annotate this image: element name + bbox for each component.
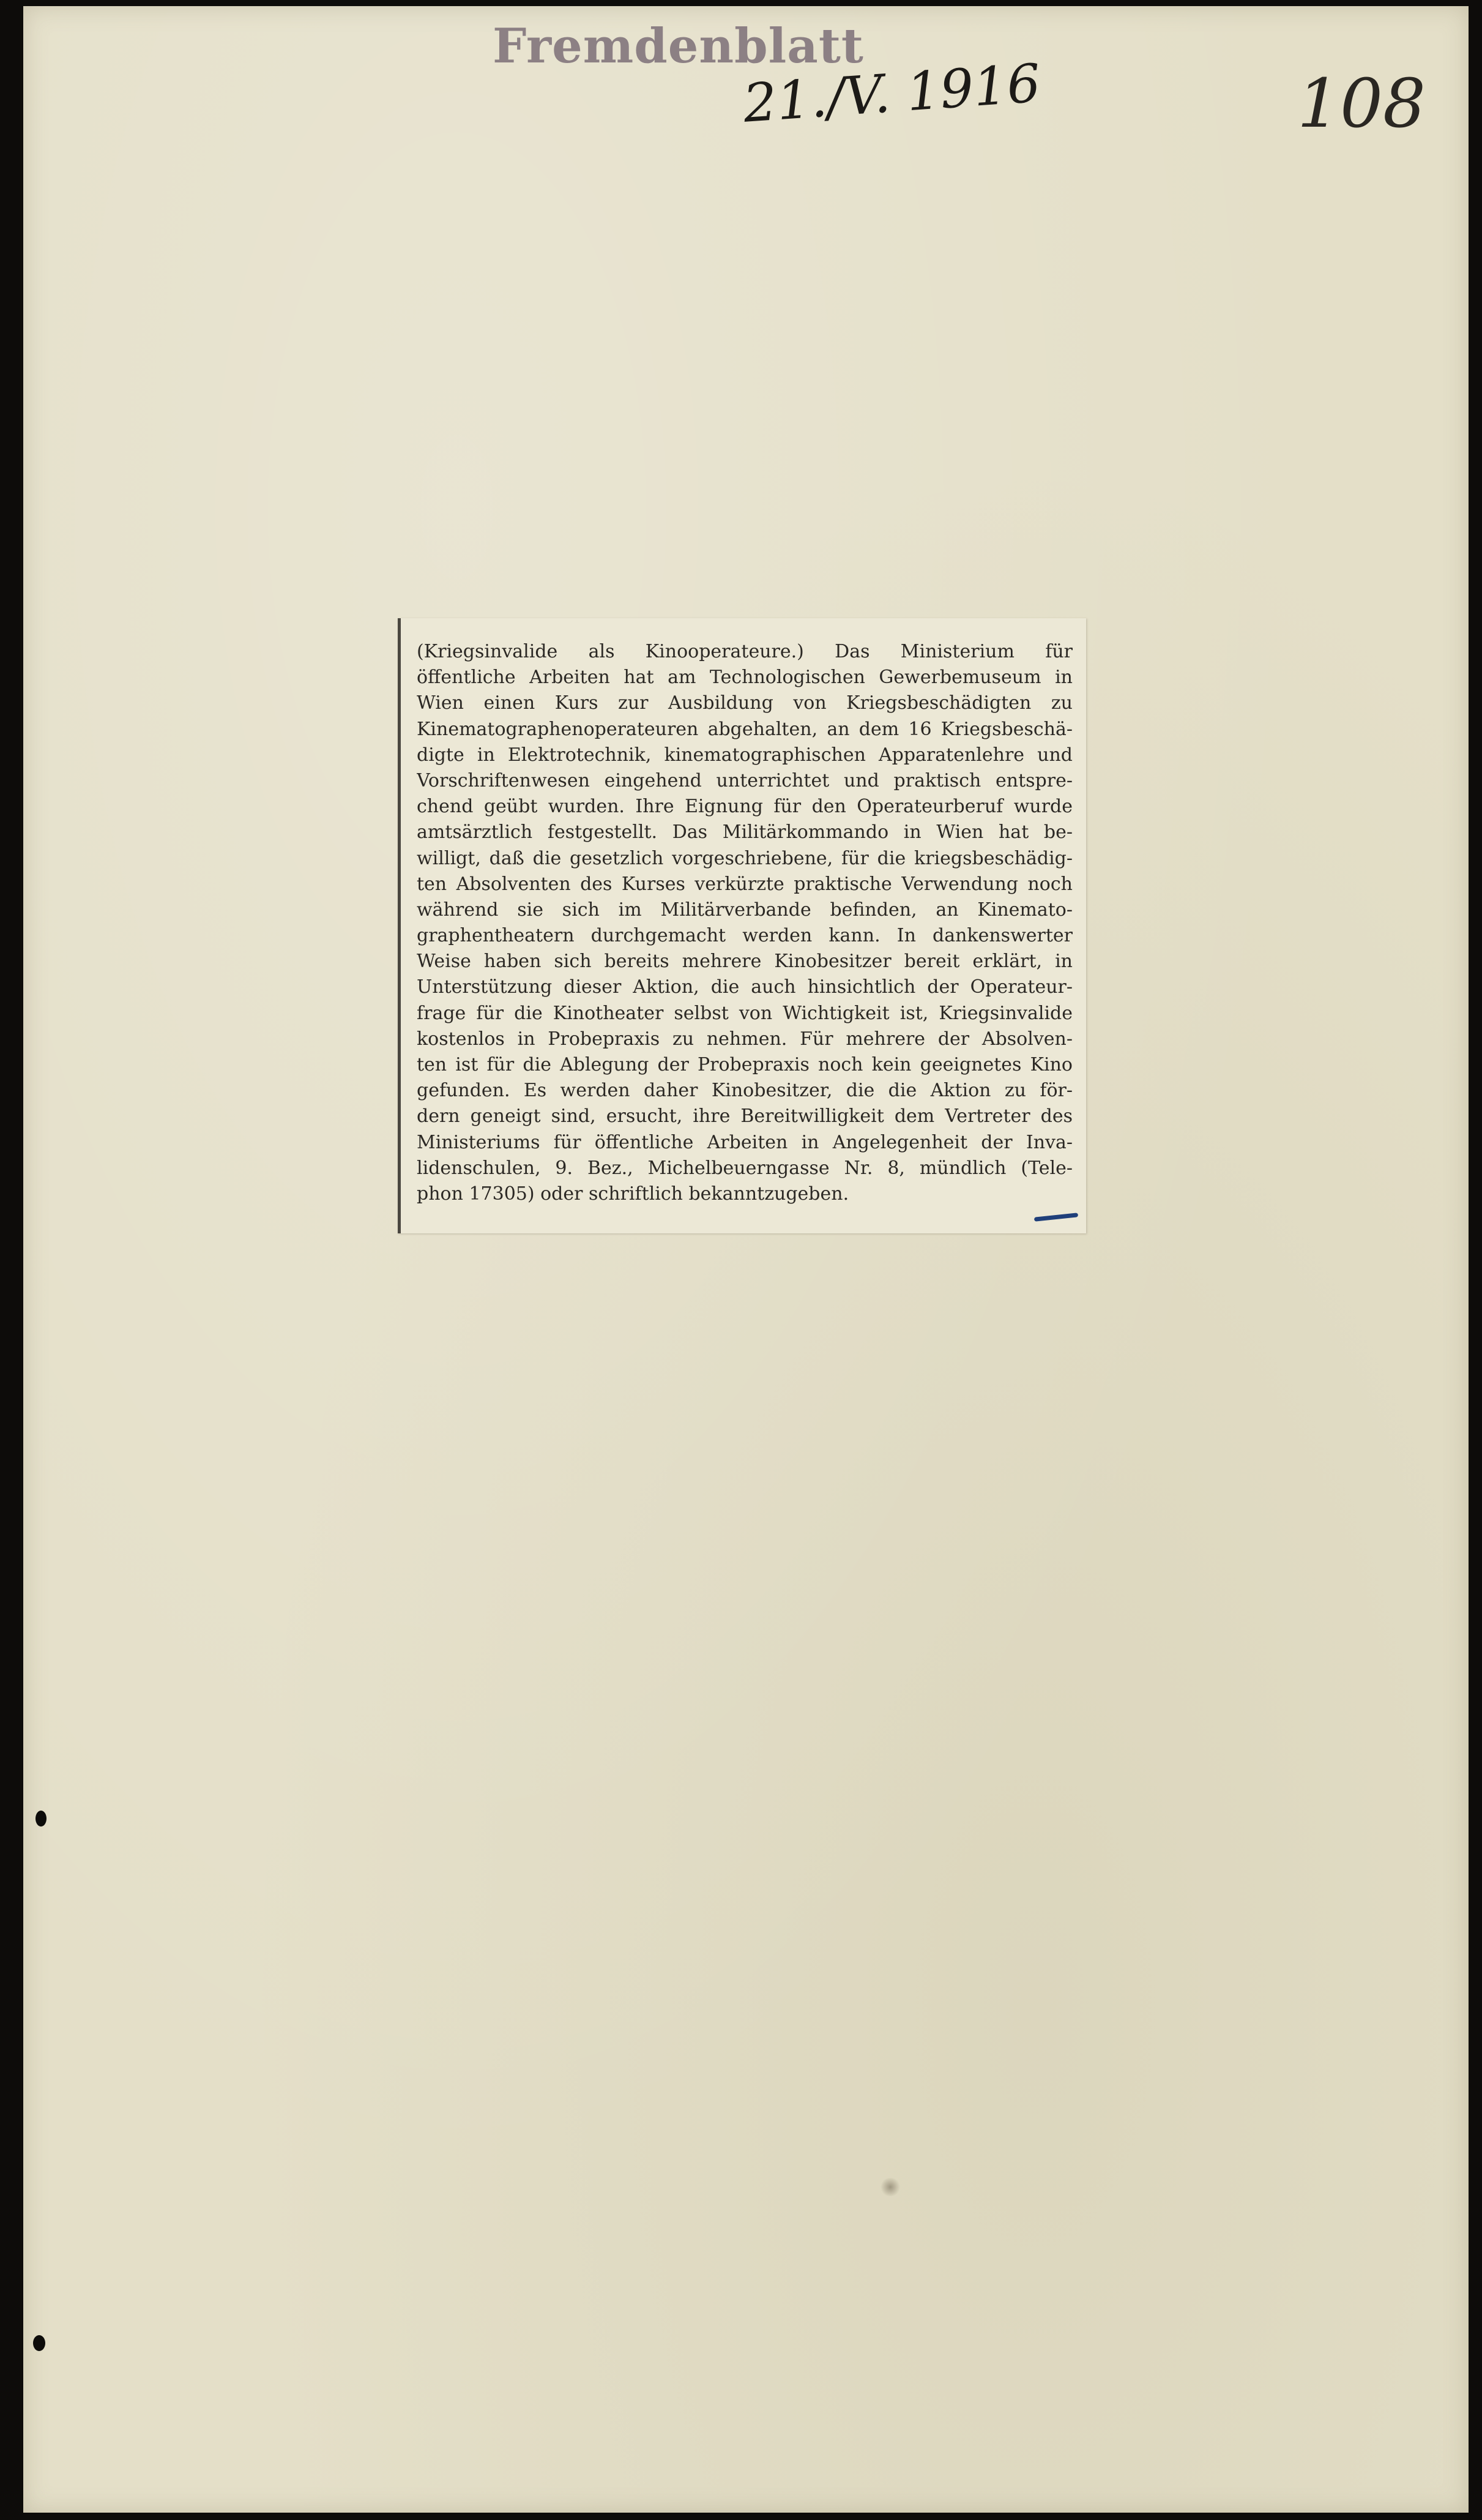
clipping-line: ten Absolventen des Kurses verkürzte praktische Verwendung noch [417,873,1073,895]
clipping-line: willigt, daß die gesetzlich vorgeschriebene, für die kriegsbeschädig- [417,847,1073,869]
clipping-line: dern geneigt sind, ersucht, ihre Bereitwilligkeit dem Vertreter des [417,1105,1073,1127]
clipping-line: amtsärztlich festgestellt. Das Militärkommando in Wien hat be- [417,821,1073,843]
clipping-line: Vorschriftenwesen eingehend unterrichtet und praktisch entspre- [417,769,1073,791]
clipping-line: lidenschulen, 9. Bez., Michelbeuerngasse Nr. 8, mündlich (Tele- [417,1157,1073,1179]
clipping-line: phon 17305) oder schriftlich bekanntzugeben. [417,1183,849,1205]
paper-stain [880,2178,901,2196]
clipping-text [417,639,1073,1207]
clipping-line: graphentheatern durchgemacht werden kann. In dankenswerter [417,925,1073,947]
clipping-line: während sie sich im Militärverbande befinden, an Kinemato- [417,899,1073,921]
clipping-line: gefunden. Es werden daher Kinobesitzer, die die Aktion zu för- [417,1080,1073,1102]
clipping-line: Weise haben sich bereits mehrere Kinobesitzer bereit erklärt, in [417,951,1073,973]
newspaper-clipping [398,618,1086,1233]
clipping-line: Unterstützung dieser Aktion, die auch hinsichtlich der Operateur- [417,976,1073,998]
clipping-line: Ministeriums für öffentliche Arbeiten in Angelegenheit der Inva- [417,1131,1073,1153]
clipping-line: ten ist für die Ablegung der Probepraxis noch kein geeignetes Kino [417,1054,1073,1075]
clipping-line: chend geübt wurden. Ihre Eignung für den Operateurberuf wurde [417,796,1073,818]
clipping-line: frage für die Kinotheater selbst von Wichtigkeit ist, Kriegsinvalide [417,1002,1073,1024]
clipping-line: (Kriegsinvalide als Kinooperateure.) Das Ministerium für [417,641,1073,662]
clipping-line: digte in Elektrotechnik, kinematographischen Apparatenlehre und [417,744,1073,766]
handwritten-date: 21./V. 1916 [741,53,1043,135]
clipping-line: Wien einen Kurs zur Ausbildung von Kriegsbeschädigten zu [417,692,1073,714]
clipping-line: Kinematographenoperateuren abgehalten, an dem 16 Kriegsbeschä- [417,718,1073,740]
clipping-line: kostenlos in Probepraxis zu nehmen. Für mehrere der Absolven- [417,1028,1073,1050]
binding-hole [33,2335,45,2351]
folio-number: 108 [1297,64,1426,143]
archive-sheet [23,6,1469,2513]
binding-hole [35,1811,47,1826]
clipping-line: öffentliche Arbeiten hat am Technologischen Gewerbemuseum in [417,667,1073,689]
newspaper-name-stamp: Fremdenblatt [493,18,864,74]
